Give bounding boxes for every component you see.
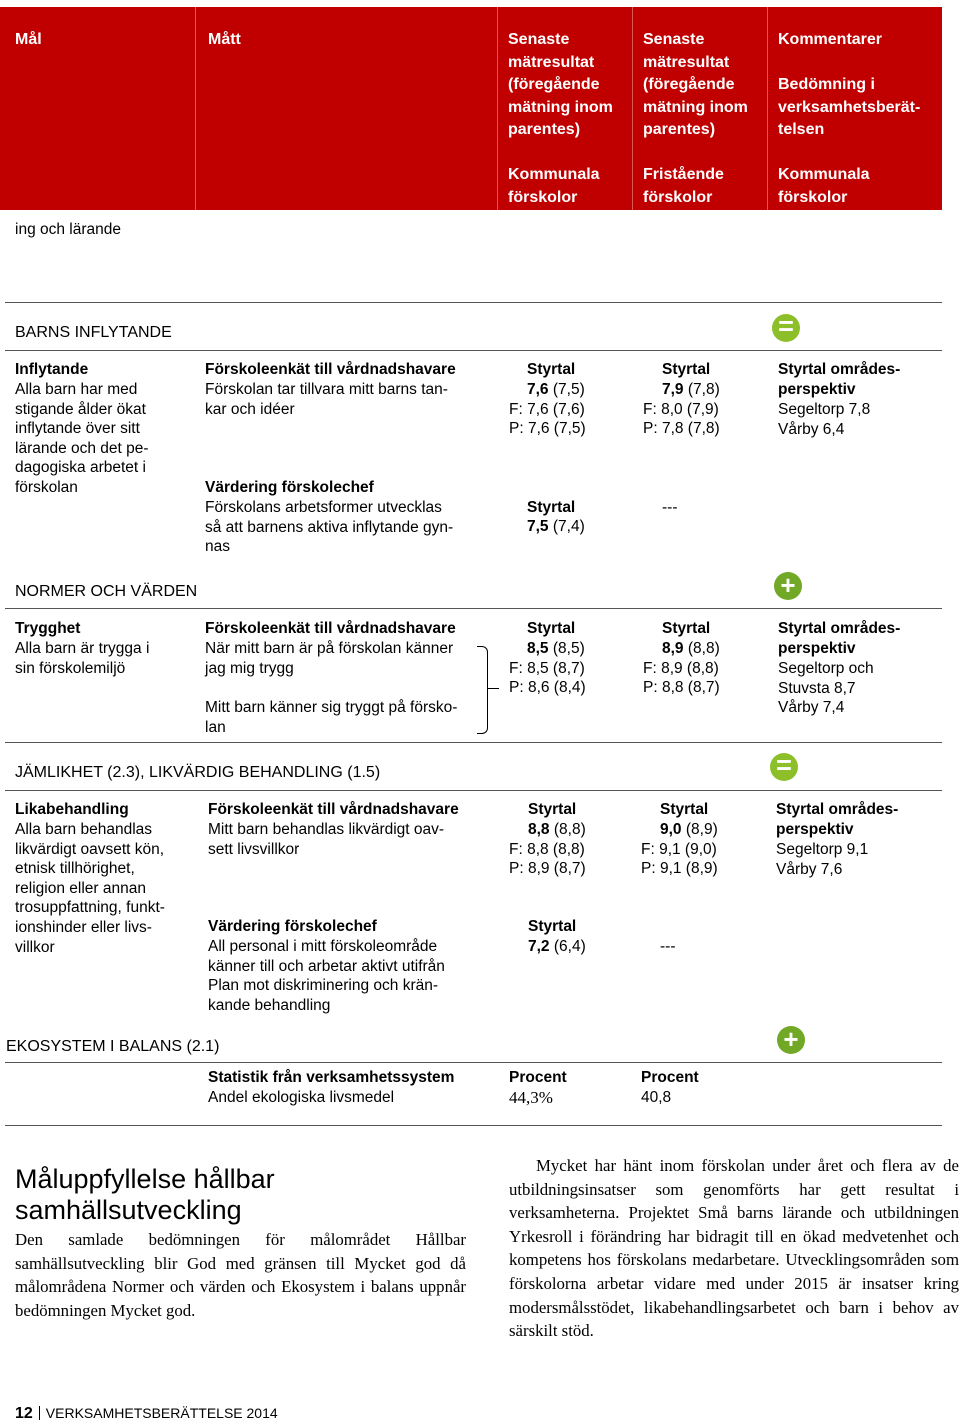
result-label: Styrtal [527,499,576,516]
header-sub-independent: Fristående förskolor [643,166,724,206]
measure-text: Andel ekologiska livsmedel [208,1089,395,1106]
comment-text: Segeltorp 9,1 Vårby 7,6 [776,841,869,878]
measure-title: Värdering förskolechef [205,479,374,496]
result-p: P: 7,6 (7,5) [509,420,586,437]
comment-title: Styrtal områdes- perspektiv [776,801,899,838]
measure-title: Förskoleenkät till vårdnadshavare [205,361,456,378]
section-title-inflytande: BARNS INFLYTANDE [15,324,172,341]
measure-text: Förskolan tar tillvara mitt barns tan- kar och idéer [205,381,448,418]
header-divider [767,7,768,210]
result-value: 40,8 [641,1089,672,1106]
header-divider [195,7,196,210]
measure-title: Statistik från verksamhetssystem [208,1069,455,1086]
header-result-independent: Senaste mätresultat (föregående mätning inom parentes) [643,31,748,138]
summary-left-text: Den samlade bedömningen för målområdet Hållbar samhällsutveckling blir God med gränsen till Mycket god då målområdena Normer och värden och Ekosystem i balans uppnår bedömningen Mycket god. [15,1230,466,1320]
result-f: F: 7,6 (7,6) [509,401,585,418]
goal-text: Alla barn behandlas likvärdigt oavsett kön, etnisk tillhörighet, religion eller annan trosuppfattning, funkt- ionshinder eller livs- villkor [15,821,165,956]
result-empty: --- [660,938,676,955]
result-label: Styrtal [528,918,577,935]
header-goal: Mål [15,31,42,48]
header-divider [632,7,633,210]
section-divider [5,1062,942,1063]
equals-icon: = [772,314,800,342]
result-value: 9,0 (8,9) [660,821,718,838]
result-value: 7,5 (7,4) [527,518,585,535]
section-divider [5,790,942,791]
page-footer [15,1405,278,1423]
plus-icon: + [774,572,802,600]
result-value: 7,9 (7,8) [662,381,720,398]
bracket [477,646,488,734]
result-f: F: 8,9 (8,8) [643,660,719,677]
footer-title: VERKSAMHETSBERÄTTELSE 2014 [45,1405,278,1421]
measure-text: All personal i mitt förskoleområde känner till och arbetar aktivt utifrån Plan mot diskriminering och krän- kande behandling [208,938,445,1014]
footer-divider [39,1406,40,1420]
result-p: P: 7,8 (7,8) [643,420,720,437]
summary-right-text: Mycket har hänt inom förskolan under året och flera av de utbildningsinsatser som genomförts har gett resultat i verksamheterna. Projektet Små barns lärande och utbildningen Yrkesroll i förändring har bidragit till en ökad medvetenhet och kompetens hos förskolans medarbetare. Utvecklingsområden som förskolorna arbetar vidare med under 2015 är insatser kring modersmålsstödet, likabehandlingsarbetet och barn i behov av särskilt stöd. [509,1156,959,1341]
plus-icon: + [777,1026,805,1054]
header-measure: Mått [208,31,241,48]
page-number: 12 [15,1405,33,1422]
result-value: 8,8 (8,8) [528,821,586,838]
section-divider [5,350,942,351]
result-label: Styrtal [662,620,711,637]
goal-title: Trygghet [15,620,81,637]
result-label: Styrtal [660,801,709,818]
measure-text: När mitt barn är på förskolan känner jag mig trygg [205,640,454,677]
goal-title: Likabehandling [15,801,129,818]
section-divider [5,742,942,743]
table-header [0,7,942,210]
header-sub-comments: Kommunala förskolor [778,166,870,206]
result-f: F: 8,5 (8,7) [509,660,585,677]
header-comments: Kommentarer Bedömning i verksamhetsberät- telsen [778,31,921,138]
goal-title: Inflytande [15,361,89,378]
section-title-ekosystem: EKOSYSTEM I BALANS (2.1) [6,1038,220,1055]
result-label: Styrtal [527,361,576,378]
equals-icon: = [770,753,798,781]
section-title-normer: NORMER OCH VÄRDEN [15,583,198,600]
result-empty: --- [662,499,678,516]
measure-text: Mitt barn känner sig tryggt på försko- lan [205,699,458,736]
goal-text: Alla barn är trygga i sin förskolemiljö [15,640,150,677]
section-divider [5,1125,942,1126]
section-divider [5,608,942,609]
result-p: P: 8,6 (8,4) [509,679,586,696]
result-value: 8,9 (8,8) [662,640,720,657]
result-label: Procent [509,1069,567,1086]
section-divider [5,302,942,303]
measure-title: Förskoleenkät till vårdnadshavare [208,801,459,818]
header-continuation: ing och lärande [15,221,121,238]
measure-text: Mitt barn behandlas likvärdigt oav- sett livsvillkor [208,821,445,858]
result-f: F: 8,8 (8,8) [509,841,585,858]
header-sub-municipal: Kommunala förskolor [508,166,600,206]
result-f: F: 9,1 (9,0) [641,841,717,858]
measure-title: Värdering förskolechef [208,918,377,935]
comment-text: Segeltorp och Stuvsta 8,7 Vårby 7,4 [778,660,874,717]
bracket-tick [487,688,499,689]
comment-title: Styrtal områdes- perspektiv [778,361,901,398]
result-value: 7,6 (7,5) [527,381,585,398]
result-label: Styrtal [528,801,577,818]
summary-title: Måluppfyllelse hållbar samhällsutveckling [15,1164,275,1225]
result-p: P: 8,8 (8,7) [643,679,720,696]
result-label: Styrtal [662,361,711,378]
header-divider [497,7,498,210]
measure-title: Förskoleenkät till vårdnadshavare [205,620,456,637]
result-label: Styrtal [527,620,576,637]
result-value: 7,2 (6,4) [528,938,586,955]
result-f: F: 8,0 (7,9) [643,401,719,418]
measure-text: Förskolans arbetsformer utvecklas så att barnens aktiva inflytande gyn- nas [205,499,454,556]
result-label: Procent [641,1069,699,1086]
result-p: P: 8,9 (8,7) [509,860,586,877]
comment-title: Styrtal områdes- perspektiv [778,620,901,657]
result-value: 8,5 (8,5) [527,640,585,657]
header-result-municipal: Senaste mätresultat (föregående mätning inom parentes) [508,31,613,138]
goal-text: Alla barn har med stigande ålder ökat inflytande över sitt lärande och det pe- dagogiska arbetet i förskolan [15,381,149,496]
comment-text: Segeltorp 7,8 Vårby 6,4 [778,401,871,438]
result-value: 44,3% [509,1088,553,1107]
section-title-jamlikhet: JÄMLIKHET (2.3), LIKVÄRDIG BEHANDLING (1.5) [15,764,381,781]
result-p: P: 9,1 (8,9) [641,860,718,877]
